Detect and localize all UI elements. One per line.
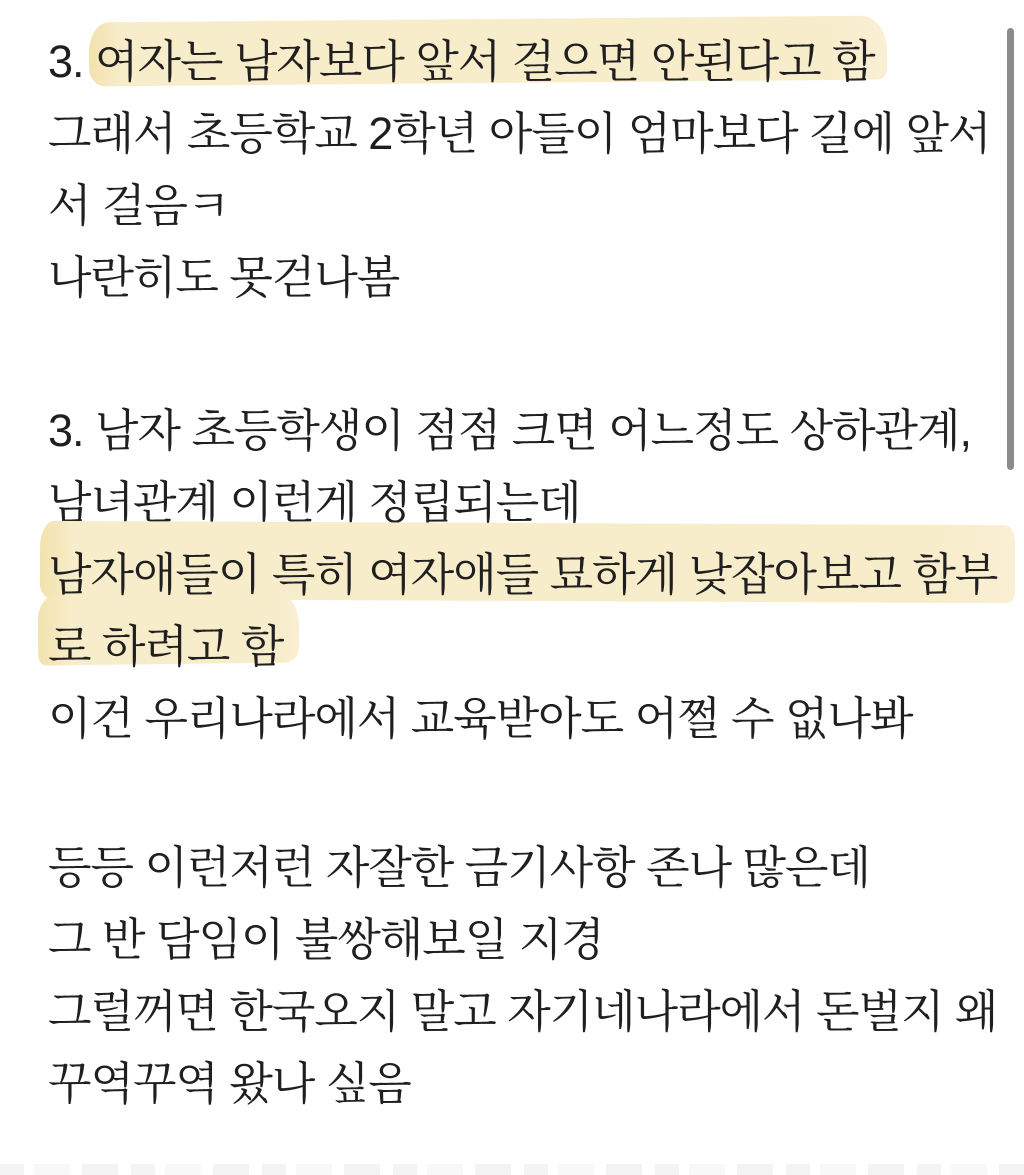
highlighted-text: 남자애들이 특히 여자애들 묘하게 낮잡아보고 함부 [48,549,998,600]
highlighted-text: 여자는 남자보다 앞서 걸으면 안된다고 함 [95,36,875,87]
cropped-next-line [0,1164,1024,1175]
text-line [48,170,964,242]
text-segment: 꾸역꾸역 왔나 싶음 [48,1058,411,1109]
text-segment: 3. 남자 초등학생이 점점 크면 어느정도 상하관계, [48,405,971,456]
text-segment: 남녀관계 이런게 정립되는데 [48,477,581,528]
text-line [48,832,964,904]
text-line [48,904,964,976]
text-segment: 등등 이런저런 자잘한 금기사항 존나 많은데 [48,842,870,893]
paragraph [48,832,998,1120]
text-line [48,1048,964,1120]
text-segment: 그럴꺼면 한국오지 말고 자기네나라에서 돈벌지 왜 [48,986,998,1037]
paragraph [48,395,998,755]
paragraph [48,26,991,314]
text-line [48,683,964,755]
scrollbar-thumb[interactable] [1007,28,1014,470]
highlighted-text: 로 하려고 함 [48,621,284,672]
text-segment: 서 걸음ㅋ [48,180,230,231]
text-segment: 나란히도 못걷나봄 [48,252,400,303]
text-line [48,98,991,170]
text-segment: 3. [48,36,96,87]
text-line [48,611,964,683]
text-line [48,242,964,314]
text-line [48,976,998,1048]
text-line [48,395,971,467]
text-segment: 이건 우리나라에서 교육받아도 어쩔 수 없나봐 [48,693,913,744]
post-body [48,26,998,1120]
text-line [48,26,964,98]
text-segment: 그 반 담임이 불쌍해보일 지경 [48,914,604,965]
text-segment: 그래서 초등학교 2학년 아들이 엄마보다 길에 앞서 [48,108,991,159]
